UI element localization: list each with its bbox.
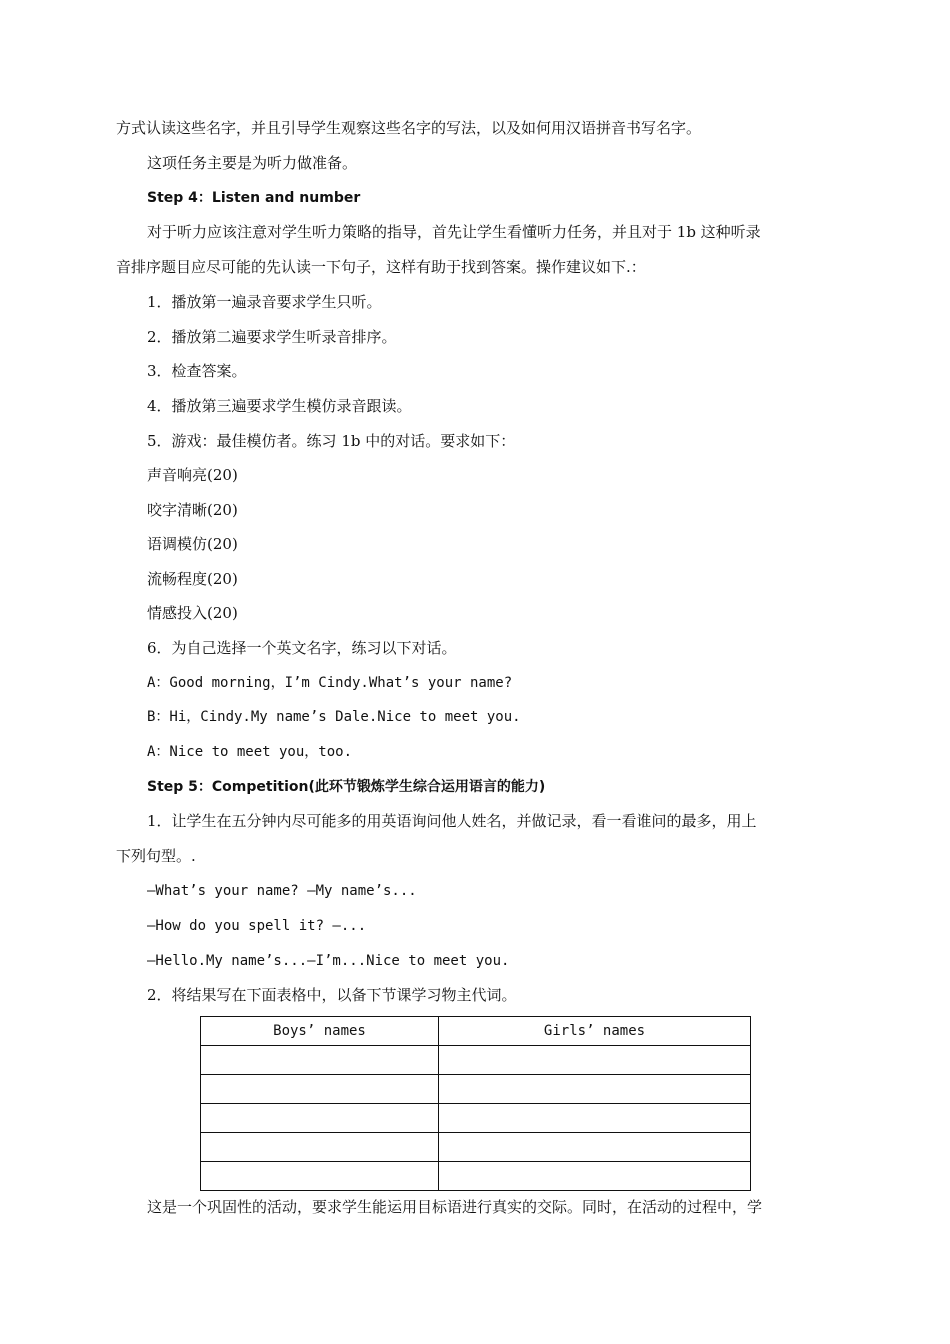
step5-heading: Step 5：Competition(此环节锻炼学生综合运用语言的能力) bbox=[147, 779, 546, 795]
list-item: 3．检查答案。 bbox=[147, 362, 247, 380]
criteria-item: 声音响亮(20) bbox=[147, 466, 238, 484]
list-item: 2．将结果写在下面表格中，以备下节课学习物主代词。 bbox=[147, 986, 517, 1004]
paragraph-line: 1．让学生在五分钟内尽可能多的用英语询问他人姓名，并做记录，看一看谁问的最多，用上 bbox=[147, 812, 757, 830]
paragraph-line: 方式认读这些名字，并且引导学生观察这些名字的写法，以及如何用汉语拼音书写名字。 bbox=[116, 119, 702, 137]
table-cell bbox=[439, 1162, 751, 1191]
paragraph-line: 下列句型。. bbox=[116, 847, 196, 865]
list-item: 4．播放第三遍要求学生模仿录音跟读。 bbox=[147, 397, 412, 415]
table-row bbox=[201, 1133, 751, 1162]
boys-names-header: Boys’ names bbox=[201, 1017, 439, 1046]
table-row bbox=[201, 1162, 751, 1191]
table-cell bbox=[201, 1104, 439, 1133]
step4-heading: Step 4：Listen and number bbox=[147, 190, 361, 206]
list-item: 2．播放第二遍要求学生听录音排序。 bbox=[147, 328, 397, 346]
criteria-item: 流畅程度(20) bbox=[147, 570, 238, 588]
list-item: 6．为自己选择一个英文名字，练习以下对话。 bbox=[147, 639, 457, 657]
table-cell bbox=[439, 1133, 751, 1162]
dialogue-line: A：Good morning，I’m Cindy.What’s your name? bbox=[147, 675, 513, 691]
sentence-pattern: —How do you spell it? —... bbox=[147, 918, 367, 934]
criteria-item: 情感投入(20) bbox=[147, 604, 238, 622]
paragraph-line: 对于听力应该注意对学生听力策略的指导，首先让学生看懂听力任务，并且对于 1b 这种听录 bbox=[147, 223, 761, 241]
paragraph-line: 这是一个巩固性的活动，要求学生能运用目标语进行真实的交际。同时，在活动的过程中，学 bbox=[147, 1198, 763, 1216]
criteria-item: 语调模仿(20) bbox=[147, 535, 238, 553]
paragraph-line: 这项任务主要是为听力做准备。 bbox=[147, 154, 358, 172]
table-row bbox=[201, 1075, 751, 1104]
table-cell bbox=[201, 1075, 439, 1104]
table-header-row bbox=[201, 1017, 751, 1046]
sentence-pattern: —Hello.My name’s...—I’m...Nice to meet you. bbox=[147, 953, 510, 969]
list-item: 5．游戏：最佳模仿者。练习 1b 中的对话。要求如下： bbox=[147, 432, 516, 450]
table-row bbox=[201, 1104, 751, 1133]
sentence-pattern: —What’s your name? —My name’s... bbox=[147, 883, 417, 899]
table-cell bbox=[439, 1075, 751, 1104]
names-table bbox=[200, 1016, 751, 1191]
table-cell bbox=[201, 1133, 439, 1162]
girls-names-header: Girls’ names bbox=[439, 1017, 751, 1046]
table-cell bbox=[201, 1162, 439, 1191]
list-item: 1．播放第一遍录音要求学生只听。 bbox=[147, 293, 382, 311]
dialogue-line: A：Nice to meet you，too. bbox=[147, 744, 353, 760]
table-row bbox=[201, 1046, 751, 1075]
table-cell bbox=[439, 1046, 751, 1075]
table-cell bbox=[439, 1104, 751, 1133]
criteria-item: 咬字清晰(20) bbox=[147, 501, 238, 519]
table-cell bbox=[201, 1046, 439, 1075]
dialogue-line: B：Hi，Cindy.My name’s Dale.Nice to meet you. bbox=[147, 709, 521, 725]
paragraph-line: 音排序题目应尽可能的先认读一下句子，这样有助于找到答案。操作建议如下.： bbox=[116, 258, 646, 276]
